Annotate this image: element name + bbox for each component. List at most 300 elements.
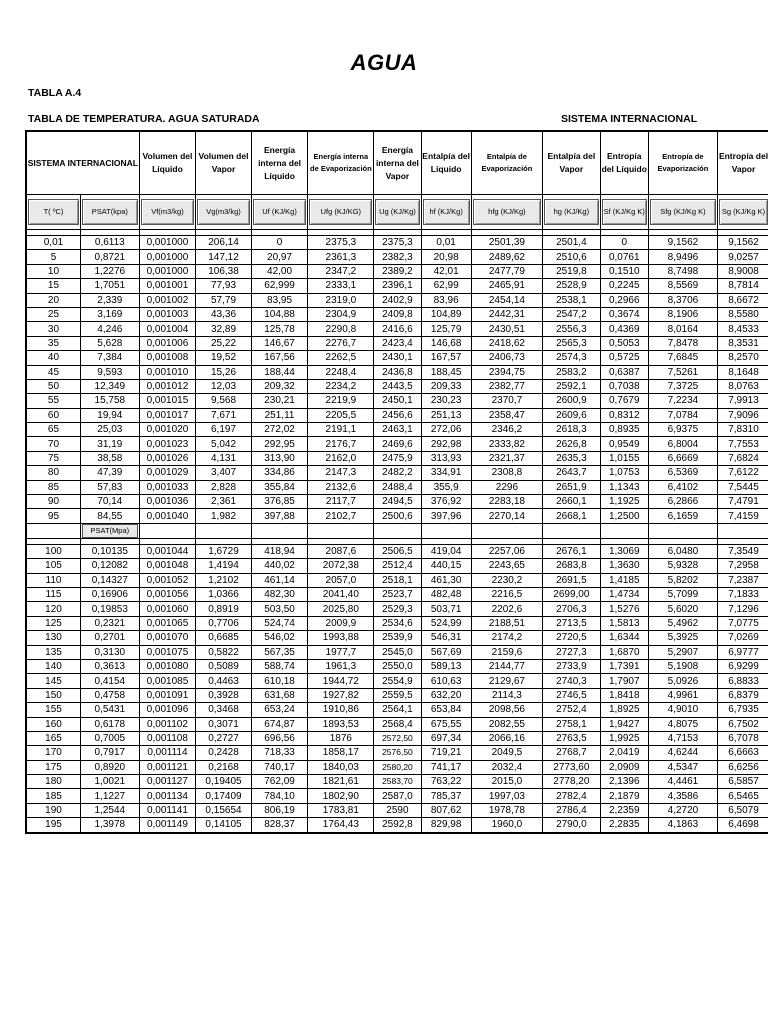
table-row (26, 322, 768, 336)
table-cell: 43,36 (196, 307, 252, 321)
table-cell: 1993,88 (308, 631, 374, 645)
table-cell: 7,3725 (648, 379, 717, 393)
table-cell: 130 (26, 631, 80, 645)
table-cell: 631,68 (251, 688, 308, 702)
table-cell: 8,2570 (718, 351, 768, 365)
table-cell: 2768,7 (543, 746, 601, 760)
table-row (26, 688, 768, 702)
table-cell: 2454,14 (471, 293, 542, 307)
table-cell: 4,5347 (648, 760, 717, 774)
table-cell: 155 (26, 703, 80, 717)
system-label: SISTEMA INTERNACIONAL (561, 113, 698, 125)
table-cell: 1,2102 (196, 573, 252, 587)
table-cell: 0,001017 (139, 408, 196, 422)
table-row (26, 307, 768, 321)
table-cell: 0,001004 (139, 322, 196, 336)
table-cell: 461,14 (251, 573, 308, 587)
table-row (26, 394, 768, 408)
table-cell: 2308,8 (471, 466, 542, 480)
table-cell: 0,4758 (80, 688, 139, 702)
table-cell: 0,001000 (139, 250, 196, 264)
table-cell: 2538,1 (543, 293, 601, 307)
table-cell: 6,5857 (718, 775, 768, 789)
table-cell: 1,4185 (600, 573, 648, 587)
table-cell: 2066,16 (471, 731, 542, 745)
table-cell: 100 (26, 544, 80, 558)
table-cell: 2609,6 (543, 408, 601, 422)
table-cell: 70 (26, 437, 80, 451)
table-cell: 0,5053 (600, 336, 648, 350)
table-cell: 5,042 (196, 437, 252, 451)
table-cell: 2720,5 (543, 631, 601, 645)
table-cell: 2394,75 (471, 365, 542, 379)
table-cell: 1,2276 (80, 264, 139, 278)
table-cell: 1,8418 (600, 688, 648, 702)
table-cell: 2660,1 (543, 495, 601, 509)
table-cell: 1,3069 (600, 544, 648, 558)
table-cell: 0,4154 (80, 674, 139, 688)
table-cell: 0,3130 (80, 645, 139, 659)
table-cell: 0,8935 (600, 423, 648, 437)
table-cell: 0,8721 (80, 250, 139, 264)
table-cell: 397,88 (251, 509, 308, 523)
table-cell: 829,98 (421, 818, 471, 833)
table-cell: 2041,40 (308, 587, 374, 601)
table-cell: 696,56 (251, 731, 308, 745)
table-cell: 2290,8 (308, 322, 374, 336)
table-cell: 0,19853 (80, 602, 139, 616)
table-cell: 0,001056 (139, 587, 196, 601)
table-row (26, 587, 768, 601)
table-cell: 2782,4 (543, 789, 601, 803)
table-cell: 2583,2 (543, 365, 601, 379)
table-row (26, 731, 768, 745)
table-cell: 2402,9 (374, 293, 421, 307)
table-cell: 19,52 (196, 351, 252, 365)
table-cell: 7,5261 (648, 365, 717, 379)
table-cell: 2191,1 (308, 423, 374, 437)
table-cell: 160 (26, 717, 80, 731)
table-cell: 7,4791 (718, 495, 768, 509)
table-cell: 9,568 (196, 394, 252, 408)
table-cell: 0,001127 (139, 775, 196, 789)
table-cell: 2129,67 (471, 674, 542, 688)
table-row (26, 775, 768, 789)
table-cell: 1960,0 (471, 818, 542, 833)
table-cell: 2114,3 (471, 688, 542, 702)
table-cell: 0,001052 (139, 573, 196, 587)
table-cell: 2202,6 (471, 602, 542, 616)
table-cell: 6,6256 (718, 760, 768, 774)
table-cell: 828,37 (251, 818, 308, 833)
table-cell: 25,22 (196, 336, 252, 350)
table-cell: 15,758 (80, 394, 139, 408)
table-cell: 2518,1 (374, 573, 421, 587)
unit-psat: PSAT(kpa) (82, 199, 138, 225)
table-cell: 2740,3 (543, 674, 601, 688)
table-cell: 0,001003 (139, 307, 196, 321)
table-cell: 2,828 (196, 480, 252, 494)
table-cell: 2534,6 (374, 616, 421, 630)
table-cell: 75 (26, 451, 80, 465)
table-cell: 2554,9 (374, 674, 421, 688)
table-cell: 2651,9 (543, 480, 601, 494)
unit-hg: hg (KJ/Kg) (544, 199, 599, 225)
table-cell: 206,14 (196, 236, 252, 250)
table-cell: 0,7679 (600, 394, 648, 408)
table-cell: 7,9913 (718, 394, 768, 408)
table-cell: 1858,17 (308, 746, 374, 760)
table-cell: 2147,3 (308, 466, 374, 480)
table-cell: 62,999 (251, 279, 308, 293)
table-row (26, 803, 768, 817)
table-cell: 2219,9 (308, 394, 374, 408)
table-cell: 2465,91 (471, 279, 542, 293)
table-cell: 2519,8 (543, 264, 601, 278)
table-cell: 2162,0 (308, 451, 374, 465)
table-cell: 0,5089 (196, 659, 252, 673)
table-cell: 2375,3 (374, 236, 421, 250)
table-cell: 9,1562 (648, 236, 717, 250)
table-cell: 292,98 (421, 437, 471, 451)
table-cell: 0,15654 (196, 803, 252, 817)
table-cell: 2382,77 (471, 379, 542, 393)
table-cell: 2243,65 (471, 559, 542, 573)
table-cell: 7,0269 (718, 631, 768, 645)
table-cell: 188,44 (251, 365, 308, 379)
table-cell: 1997,03 (471, 789, 542, 803)
table-cell: 0,001015 (139, 394, 196, 408)
table-cell: 2643,7 (543, 466, 601, 480)
table-cell: 376,92 (421, 495, 471, 509)
table-cell: 1,5813 (600, 616, 648, 630)
table-cell: 1,9427 (600, 717, 648, 731)
table-cell: 83,95 (251, 293, 308, 307)
table-cell: 0,2966 (600, 293, 648, 307)
table-cell: 440,15 (421, 559, 471, 573)
table-cell: 2600,9 (543, 394, 601, 408)
table-cell: 1,7907 (600, 674, 648, 688)
table-cell: 125,79 (421, 322, 471, 336)
table-cell: 7,7553 (718, 437, 768, 451)
table-cell: 60 (26, 408, 80, 422)
table-cell: 1,1343 (600, 480, 648, 494)
table-cell: 1,3630 (600, 559, 648, 573)
table-cell: 6,8833 (718, 674, 768, 688)
table-cell: 0 (600, 236, 648, 250)
table-cell: 2319,0 (308, 293, 374, 307)
table-cell: 2333,1 (308, 279, 374, 293)
table-cell: 2409,8 (374, 307, 421, 321)
table-cell: 6,7935 (718, 703, 768, 717)
unit-sg: Sg (KJ/Kg K) (719, 199, 768, 225)
table-cell: 0,001048 (139, 559, 196, 573)
table-cell: 7,6122 (718, 466, 768, 480)
table-cell: 0,001000 (139, 236, 196, 250)
table-cell: 20,98 (421, 250, 471, 264)
table-cell: 115 (26, 587, 80, 601)
table-cell: 2727,3 (543, 645, 601, 659)
table-cell: 0,2701 (80, 631, 139, 645)
table-cell: 2528,9 (543, 279, 601, 293)
table-cell: 2477,79 (471, 264, 542, 278)
unit-vg: Vg(m3/kg) (197, 199, 250, 225)
table-cell: 1,2500 (600, 509, 648, 523)
table-cell: 0,0761 (600, 250, 648, 264)
table-cell: 2049,5 (471, 746, 542, 760)
table-cell: 2500,6 (374, 509, 421, 523)
table-cell: 2144,77 (471, 659, 542, 673)
table-cell: 5,7099 (648, 587, 717, 601)
table-cell: 8,7498 (648, 264, 717, 278)
table-cell: 0,5822 (196, 645, 252, 659)
table-cell: 110 (26, 573, 80, 587)
table-cell: 2072,38 (308, 559, 374, 573)
table-cell: 0,6387 (600, 365, 648, 379)
table-cell: 1978,78 (471, 803, 542, 817)
table-cell: 7,5445 (718, 480, 768, 494)
table-cell: 1,0753 (600, 466, 648, 480)
table-cell: 57,79 (196, 293, 252, 307)
table-cell: 42,00 (251, 264, 308, 278)
header-sfg: Entropía de Evaporización (648, 131, 717, 195)
table-cell: 2587,0 (374, 789, 421, 803)
table-cell: 20 (26, 293, 80, 307)
table-row (26, 559, 768, 573)
table-cell: 482,48 (421, 587, 471, 601)
table-cell: 0,7005 (80, 731, 139, 745)
table-cell: 1,7391 (600, 659, 648, 673)
table-cell: 0,001029 (139, 466, 196, 480)
table-cell: 2234,2 (308, 379, 374, 393)
page-title: AGUA (350, 50, 418, 75)
table-cell: 2501,4 (543, 236, 601, 250)
table-cell: 2746,5 (543, 688, 601, 702)
table-cell: 1927,82 (308, 688, 374, 702)
table-cell: 719,21 (421, 746, 471, 760)
table-cell: 7,0784 (648, 408, 717, 422)
table-cell: 65 (26, 423, 80, 437)
table-row (26, 789, 768, 803)
table-cell: 763,22 (421, 775, 471, 789)
table-cell: 546,02 (251, 631, 308, 645)
table-cell: 2,361 (196, 495, 252, 509)
table-cell: 2423,4 (374, 336, 421, 350)
table-cell: 2188,51 (471, 616, 542, 630)
table-cell: 8,7814 (718, 279, 768, 293)
table-cell: 4,9961 (648, 688, 717, 702)
table-cell: 0,7038 (600, 379, 648, 393)
table-cell: 675,55 (421, 717, 471, 731)
table-cell: 2574,3 (543, 351, 601, 365)
table-cell: 8,0763 (718, 379, 768, 393)
table-cell: 1,2544 (80, 803, 139, 817)
table-cell: 8,9008 (718, 264, 768, 278)
table-cell: 0,001040 (139, 509, 196, 523)
table-cell: 175 (26, 760, 80, 774)
table-cell: 807,62 (421, 803, 471, 817)
table-cell: 0,001012 (139, 379, 196, 393)
unit-sfg: Sfg (KJ/Kg K) (650, 199, 716, 225)
table-cell: 25 (26, 307, 80, 321)
table-cell: 2,0419 (600, 746, 648, 760)
table-cell: 7,2234 (648, 394, 717, 408)
table-cell: 2580,20 (374, 760, 421, 774)
table-row (26, 480, 768, 494)
table-cell: 355,9 (421, 480, 471, 494)
table-cell: 0,001010 (139, 365, 196, 379)
table-cell: 2626,8 (543, 437, 601, 451)
table-cell: 8,0164 (648, 322, 717, 336)
header-uf: Energía interna del Líquido (251, 131, 308, 195)
table-cell: 674,87 (251, 717, 308, 731)
table-cell: 2691,5 (543, 573, 601, 587)
table-cell: 83,96 (421, 293, 471, 307)
table-cell: 2559,5 (374, 688, 421, 702)
table-cell: 2098,56 (471, 703, 542, 717)
table-cell: 85 (26, 480, 80, 494)
table-cell: 741,17 (421, 760, 471, 774)
table-cell: 77,93 (196, 279, 252, 293)
table-cell: 806,19 (251, 803, 308, 817)
table-cell: 0,10135 (80, 544, 139, 558)
table-row (26, 645, 768, 659)
table-cell: 2494,5 (374, 495, 421, 509)
table-cell: 2216,5 (471, 587, 542, 601)
table-row (26, 631, 768, 645)
table-cell: 2463,1 (374, 423, 421, 437)
unit-t: T( ºC) (28, 199, 79, 225)
table-cell: 482,30 (251, 587, 308, 601)
table-cell: 125 (26, 616, 80, 630)
table-cell: 0,001060 (139, 602, 196, 616)
table-cell: 2159,6 (471, 645, 542, 659)
table-cell: 718,33 (251, 746, 308, 760)
table-cell: 32,89 (196, 322, 252, 336)
table-cell: 7,671 (196, 408, 252, 422)
unit-uf: Uf (KJ/Kg) (253, 199, 307, 225)
header-system: SISTEMA INTERNACIONAL (26, 131, 139, 195)
table-cell: 230,21 (251, 394, 308, 408)
table-cell: 0,19405 (196, 775, 252, 789)
table-cell: 7,6824 (718, 451, 768, 465)
header-sg: Entropía del Vapor (718, 131, 768, 195)
table-cell: 6,8379 (718, 688, 768, 702)
table-cell: 2082,55 (471, 717, 542, 731)
table-cell: 2370,7 (471, 394, 542, 408)
table-cell: 6,5465 (718, 789, 768, 803)
table-cell: 0,001091 (139, 688, 196, 702)
table-cell: 272,06 (421, 423, 471, 437)
table-cell: 5,4962 (648, 616, 717, 630)
table-cell: 0,7706 (196, 616, 252, 630)
table-cell: 57,83 (80, 480, 139, 494)
table-cell: 0,001114 (139, 746, 196, 760)
table-cell: 1,3978 (80, 818, 139, 833)
table-cell: 0,001085 (139, 674, 196, 688)
table-cell: 1944,72 (308, 674, 374, 688)
table-cell: 6,5369 (648, 466, 717, 480)
table-cell: 2501,39 (471, 236, 542, 250)
table-cell: 0,001026 (139, 451, 196, 465)
table-cell: 7,8310 (718, 423, 768, 437)
table-cell: 150 (26, 688, 80, 702)
table-cell: 7,384 (80, 351, 139, 365)
table-cell: 2375,3 (308, 236, 374, 250)
table-cell: 2568,4 (374, 717, 421, 731)
table-cell: 7,0775 (718, 616, 768, 630)
table-cell: 0,8920 (80, 760, 139, 774)
table-cell: 2333,82 (471, 437, 542, 451)
table-cell: 2304,9 (308, 307, 374, 321)
table-cell: 2436,8 (374, 365, 421, 379)
header-vg: Volumen del Vapor (196, 131, 252, 195)
table-cell: 2547,2 (543, 307, 601, 321)
table-row (26, 451, 768, 465)
table-cell: 1,7051 (80, 279, 139, 293)
table-cell: 50 (26, 379, 80, 393)
table-cell: 7,1296 (718, 602, 768, 616)
table-cell: 135 (26, 645, 80, 659)
table-row (26, 818, 768, 833)
table-cell: 125,78 (251, 322, 308, 336)
table-cell: 1,1227 (80, 789, 139, 803)
table-cell: 104,89 (421, 307, 471, 321)
table-cell: 2699,00 (543, 587, 601, 601)
table-cell: 47,39 (80, 466, 139, 480)
table-row (26, 466, 768, 480)
table-cell: 167,56 (251, 351, 308, 365)
table-row (26, 509, 768, 523)
table-cell: 1821,61 (308, 775, 374, 789)
table-cell: 2032,4 (471, 760, 542, 774)
table-cell: 45 (26, 365, 80, 379)
table-cell: 2389,2 (374, 264, 421, 278)
table-row (26, 746, 768, 760)
unit-sf: Sf (KJ/Kg K) (602, 199, 647, 225)
table-row (26, 495, 768, 509)
table-cell: 0,3613 (80, 659, 139, 673)
table-cell: 0,3674 (600, 307, 648, 321)
table-number: TABLA A.4 (28, 87, 82, 99)
table-cell: 6,9299 (718, 659, 768, 673)
table-cell: 5,1908 (648, 659, 717, 673)
unit-ufg: Ufg (KJ/KG) (309, 199, 372, 225)
table-cell: 0,001102 (139, 717, 196, 731)
table-cell: 0,17409 (196, 789, 252, 803)
table-cell: 8,5580 (718, 307, 768, 321)
table-cell: 653,84 (421, 703, 471, 717)
table-cell: 0,14105 (196, 818, 252, 833)
table-cell: 4,7153 (648, 731, 717, 745)
table-row (26, 544, 768, 558)
table-cell: 5,6020 (648, 602, 717, 616)
table-cell: 588,74 (251, 659, 308, 673)
table-cell: 1977,7 (308, 645, 374, 659)
unit-vf: Vf(m3/kg) (141, 199, 195, 225)
table-cell: 3,169 (80, 307, 139, 321)
table-cell: 146,67 (251, 336, 308, 350)
table-cell: 180 (26, 775, 80, 789)
table-cell: 2205,5 (308, 408, 374, 422)
table-cell: 145 (26, 674, 80, 688)
table-row (26, 703, 768, 717)
table-cell: 38,58 (80, 451, 139, 465)
table-cell: 165 (26, 731, 80, 745)
table-cell: 2,2359 (600, 803, 648, 817)
table-cell: 70,14 (80, 495, 139, 509)
table-cell: 4,4461 (648, 775, 717, 789)
